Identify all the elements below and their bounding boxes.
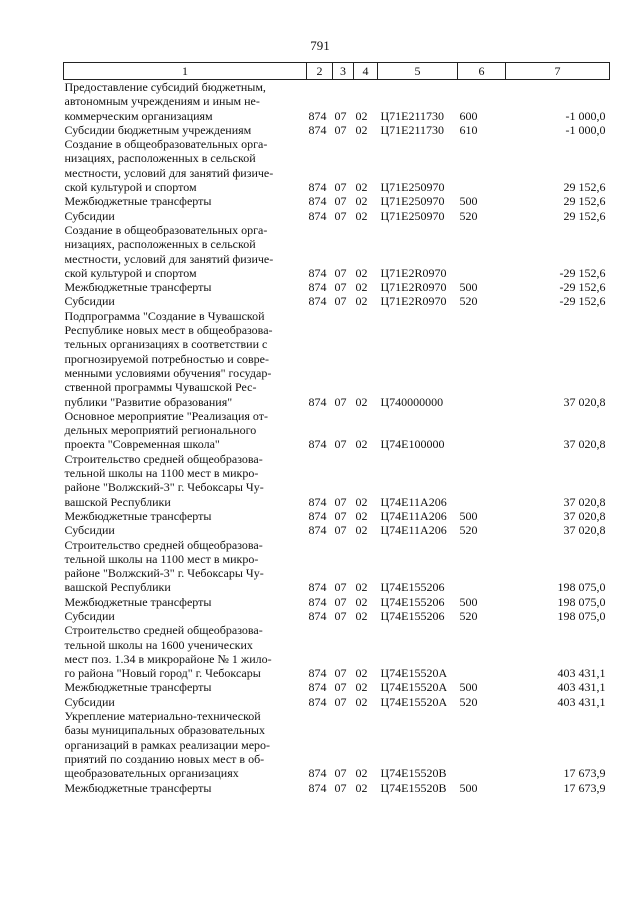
row-expense-type: 520	[459, 208, 478, 223]
row-expense-type	[458, 137, 506, 194]
row-description: Межбюджетные трансферты	[64, 508, 212, 523]
row-expense-type	[458, 452, 506, 509]
row-expense-type: 610	[459, 122, 478, 137]
row-section-code: 07	[334, 694, 347, 709]
row-target-article: Ц71E211730	[380, 108, 445, 123]
header-col-5: 5	[378, 63, 458, 80]
row-ministry-code: 874	[308, 494, 327, 509]
row-section-code: 07	[334, 666, 347, 681]
row-subsection-code: 02	[355, 122, 368, 137]
header-col-1: 1	[64, 63, 307, 80]
row-subsection-code: 02	[355, 666, 368, 681]
table-row	[64, 609, 610, 623]
row-ministry-code: 874	[308, 180, 327, 195]
row-section-code: 07	[334, 437, 347, 452]
table-row	[64, 509, 610, 523]
row-target-article: Ц71E2R0970	[380, 294, 447, 309]
row-section-code: 07	[334, 122, 347, 137]
row-expense-type	[458, 709, 506, 780]
row-ministry-code: 874	[308, 122, 327, 137]
table-header	[64, 63, 610, 80]
row-subsection-code: 02	[355, 694, 368, 709]
row-ministry-code: 874	[308, 666, 327, 681]
row-description: Субсидии	[64, 523, 115, 538]
row-amount: -29 152,6	[559, 265, 606, 280]
row-description: Строительство средней общеобразова- тельной школы на 1100 мест в микро- районе "Волжский-3" г. Чебоксары Чу- вашской Республики	[64, 451, 264, 509]
row-ministry-code: 874	[308, 108, 327, 123]
row-target-article: Ц74E155206	[380, 594, 445, 609]
row-amount: 17 673,9	[563, 780, 606, 795]
row-target-article: Ц74E15520А	[380, 694, 448, 709]
row-amount: 403 431,1	[557, 666, 606, 681]
row-ministry-code: 874	[308, 780, 327, 795]
table-row	[64, 223, 610, 280]
row-target-article: Ц74E11А206	[380, 508, 447, 523]
table-row	[64, 709, 610, 780]
table-row	[64, 680, 610, 694]
row-expense-type: 500	[459, 280, 478, 295]
row-expense-type	[458, 223, 506, 280]
table-row	[64, 538, 610, 595]
table-row	[64, 409, 610, 452]
header-col-7: 7	[506, 63, 610, 80]
row-subsection-code: 02	[355, 608, 368, 623]
row-amount: 37 020,8	[563, 394, 606, 409]
row-amount: 403 431,1	[557, 694, 606, 709]
row-section-code: 07	[334, 394, 347, 409]
row-target-article: Ц74E15520А	[380, 680, 448, 695]
row-ministry-code: 874	[308, 508, 327, 523]
row-subsection-code: 02	[355, 594, 368, 609]
row-subsection-code: 02	[355, 294, 368, 309]
row-subsection-code: 02	[355, 508, 368, 523]
row-section-code: 07	[334, 680, 347, 695]
row-ministry-code: 874	[308, 394, 327, 409]
row-ministry-code: 874	[308, 766, 327, 781]
page-number: 791	[310, 38, 330, 53]
row-target-article: Ц71E2R0970	[380, 265, 447, 280]
table-row	[64, 194, 610, 208]
row-section-code: 07	[334, 180, 347, 195]
row-target-article: Ц71E211730	[380, 122, 445, 137]
row-subsection-code: 02	[355, 523, 368, 538]
row-amount: 29 152,6	[563, 208, 606, 223]
row-subsection-code: 02	[355, 394, 368, 409]
row-subsection-code: 02	[355, 180, 368, 195]
row-subsection-code: 02	[355, 208, 368, 223]
table-row	[64, 523, 610, 537]
table-row	[64, 80, 610, 123]
table-body	[64, 80, 610, 795]
table-row	[64, 294, 610, 308]
table-row	[64, 309, 610, 409]
row-ministry-code: 874	[308, 208, 327, 223]
row-section-code: 07	[334, 780, 347, 795]
row-ministry-code: 874	[308, 280, 327, 295]
table-row	[64, 280, 610, 294]
table-row	[64, 209, 610, 223]
table-row	[64, 452, 610, 509]
row-amount: 37 020,8	[563, 508, 606, 523]
row-ministry-code: 874	[308, 194, 327, 209]
row-target-article: Ц74E155206	[380, 580, 445, 595]
row-section-code: 07	[334, 508, 347, 523]
row-subsection-code: 02	[355, 766, 368, 781]
row-description: Межбюджетные трансферты	[64, 780, 212, 795]
row-amount: 198 075,0	[557, 608, 606, 623]
row-description: Подпрограмма "Создание в Чувашской Республике новых мест в общеобразова- тельных организациях в соответствии с прогнозируемой потребностью и совре- менными условиями обучения" государ- ственной программы Чувашской Рес- публики "Развитие образования"	[64, 308, 273, 409]
row-subsection-code: 02	[355, 265, 368, 280]
table-row	[64, 595, 610, 609]
row-expense-type	[458, 623, 506, 680]
row-amount: -29 152,6	[559, 294, 606, 309]
row-expense-type	[458, 538, 506, 595]
row-expense-type: 520	[459, 608, 478, 623]
row-description: Основное мероприятие "Реализация от- дельных мероприятий регионального проекта "Современная школа"	[64, 408, 268, 452]
row-target-article: Ц74E155206	[380, 608, 445, 623]
row-expense-type: 520	[459, 694, 478, 709]
row-ministry-code: 874	[308, 694, 327, 709]
row-description: Строительство средней общеобразова- тельной школы на 1100 мест в микро- районе "Волжский-3" г. Чебоксары Чу- вашской Республики	[64, 537, 264, 595]
row-section-code: 07	[334, 766, 347, 781]
row-section-code: 07	[334, 265, 347, 280]
row-expense-type: 520	[459, 294, 478, 309]
row-amount: 37 020,8	[563, 523, 606, 538]
row-expense-type: 500	[459, 780, 478, 795]
row-expense-type: 600	[459, 108, 478, 123]
row-description: Межбюджетные трансферты	[64, 680, 212, 695]
row-ministry-code: 874	[308, 580, 327, 595]
header-row	[64, 63, 610, 80]
row-ministry-code: 874	[308, 294, 327, 309]
header-col-3: 3	[333, 63, 354, 80]
budget-table	[63, 62, 610, 795]
row-section-code: 07	[334, 280, 347, 295]
row-ministry-code: 874	[308, 680, 327, 695]
table-row	[64, 123, 610, 137]
row-subsection-code: 02	[355, 108, 368, 123]
row-amount: 29 152,6	[563, 194, 606, 209]
row-target-article: Ц74E15520В	[380, 766, 447, 781]
row-amount: 37 020,8	[563, 494, 606, 509]
row-amount: 403 431,1	[557, 680, 606, 695]
row-target-article: Ц71E250970	[380, 208, 445, 223]
row-subsection-code: 02	[355, 780, 368, 795]
row-subsection-code: 02	[355, 437, 368, 452]
row-ministry-code: 874	[308, 608, 327, 623]
row-description: Создание в общеобразовательных орга- низациях, расположенных в сельской местности, условий для занятий физиче- ской культурой и спортом	[64, 222, 274, 280]
row-target-article: Ц740000000	[380, 394, 444, 409]
table-row	[64, 781, 610, 795]
row-ministry-code: 874	[308, 437, 327, 452]
row-subsection-code: 02	[355, 494, 368, 509]
table-row	[64, 623, 610, 680]
row-target-article: Ц74E15520В	[380, 780, 447, 795]
row-subsection-code: 02	[355, 580, 368, 595]
row-description: Субсидии бюджетным учреждениям	[64, 122, 252, 137]
row-section-code: 07	[334, 580, 347, 595]
row-description: Создание в общеобразовательных орга- низациях, расположенных в сельской местности, условий для занятий физиче- ской культурой и спортом	[64, 137, 274, 195]
row-expense-type: 500	[459, 594, 478, 609]
row-ministry-code: 874	[308, 594, 327, 609]
row-description: Субсидии	[64, 694, 115, 709]
row-amount: 29 152,6	[563, 180, 606, 195]
row-target-article: Ц71E2R0970	[380, 280, 447, 295]
row-amount: 37 020,8	[563, 437, 606, 452]
row-expense-type: 500	[459, 508, 478, 523]
row-expense-type	[458, 409, 506, 452]
row-description: Субсидии	[64, 208, 115, 223]
row-section-code: 07	[334, 194, 347, 209]
row-target-article: Ц74E11А206	[380, 523, 447, 538]
row-description: Межбюджетные трансферты	[64, 280, 212, 295]
row-expense-type: 500	[459, 680, 478, 695]
header-col-6: 6	[458, 63, 506, 80]
row-section-code: 07	[334, 523, 347, 538]
row-description: Строительство средней общеобразова- тельной школы на 1600 ученических мест поз. 1.34 в микрорайоне № 1 жило- го района "Новый город" г. Чебоксары	[64, 623, 272, 681]
row-section-code: 07	[334, 108, 347, 123]
table-row	[64, 695, 610, 709]
row-subsection-code: 02	[355, 680, 368, 695]
row-expense-type	[458, 309, 506, 409]
row-description: Субсидии	[64, 294, 115, 309]
row-description: Субсидии	[64, 608, 115, 623]
row-ministry-code: 874	[308, 523, 327, 538]
row-target-article: Ц74E11А206	[380, 494, 447, 509]
row-amount: -1 000,0	[565, 122, 606, 137]
row-amount: 17 673,9	[563, 766, 606, 781]
table-row	[64, 137, 610, 194]
row-subsection-code: 02	[355, 194, 368, 209]
header-col-4: 4	[354, 63, 378, 80]
row-subsection-code: 02	[355, 280, 368, 295]
row-section-code: 07	[334, 594, 347, 609]
row-description: Межбюджетные трансферты	[64, 594, 212, 609]
header-col-2: 2	[307, 63, 333, 80]
row-expense-type: 500	[459, 194, 478, 209]
row-section-code: 07	[334, 494, 347, 509]
row-ministry-code: 874	[308, 265, 327, 280]
row-target-article: Ц74E100000	[380, 437, 445, 452]
row-amount: 198 075,0	[557, 580, 606, 595]
row-amount: -1 000,0	[565, 108, 606, 123]
row-amount: 198 075,0	[557, 594, 606, 609]
row-description: Предоставление субсидий бюджетным, автономным учреждениям и иным не- коммерческим организациям	[64, 80, 266, 123]
row-target-article: Ц71E250970	[380, 194, 445, 209]
row-description: Укрепление материально-технической базы муниципальных образовательных организаций в рамках реализации меро- приятий по созданию новых мест в об- щеобразовательных организациях	[64, 709, 271, 781]
row-expense-type: 520	[459, 523, 478, 538]
row-section-code: 07	[334, 208, 347, 223]
row-target-article: Ц74E15520А	[380, 666, 448, 681]
row-amount: -29 152,6	[559, 280, 606, 295]
row-description: Межбюджетные трансферты	[64, 194, 212, 209]
row-section-code: 07	[334, 608, 347, 623]
row-section-code: 07	[334, 294, 347, 309]
row-target-article: Ц71E250970	[380, 180, 445, 195]
